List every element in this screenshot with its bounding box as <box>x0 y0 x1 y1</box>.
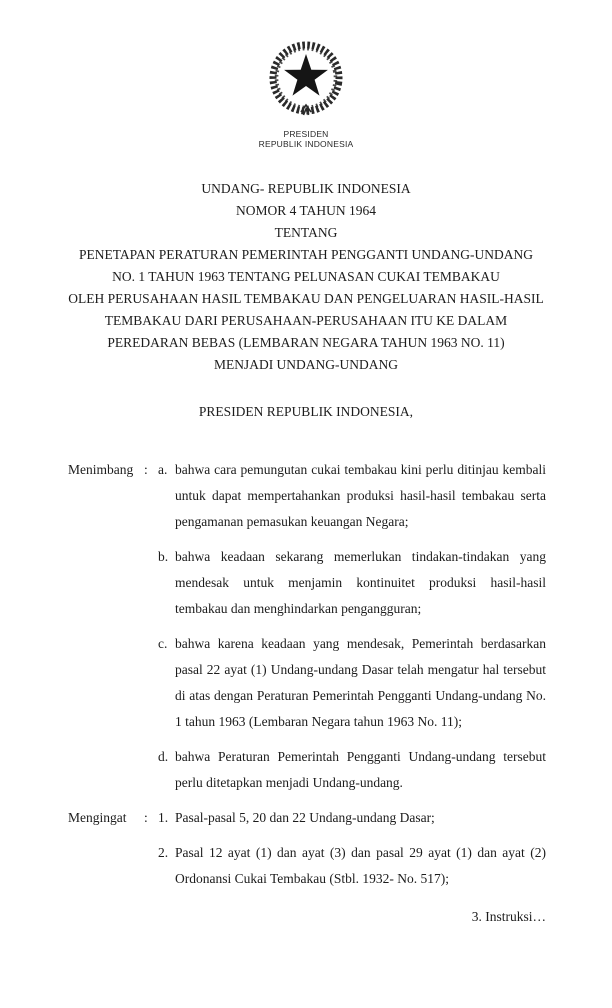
seal-caption-line1: PRESIDEN <box>283 129 329 139</box>
list-item <box>158 805 546 831</box>
item-text: bahwa karena keadaan yang mendesak, Pemerintah berdasarkan pasal 22 ayat (1) Undang-undang Dasar telah mengatur hal tersebut di atas dengan Peraturan Pemerintah Pengganti Undang-undang No. 1 tahun 1963 (Lembaran Negara tahun 1963 No. 11); <box>175 636 546 729</box>
section-menimbang <box>68 457 546 796</box>
section-separator: : <box>144 810 148 825</box>
item-marker: a. <box>158 462 168 477</box>
item-marker: c. <box>158 636 168 651</box>
item-text: bahwa Peraturan Pemerintah Pengganti Undang-undang tersebut perlu ditetapkan menjadi Undang-undang. <box>175 749 546 790</box>
item-marker: b. <box>158 549 169 564</box>
list-item <box>158 544 546 622</box>
list-item <box>158 840 546 892</box>
section-items <box>158 805 546 892</box>
document-title-block <box>0 178 612 376</box>
seal-caption <box>0 129 612 149</box>
section-label: Menimbang <box>68 462 134 477</box>
section-label: Mengingat <box>68 810 127 825</box>
item-marker: d. <box>158 749 169 764</box>
catchword-next-page: 3. Instruksi… <box>471 909 546 924</box>
item-text: bahwa keadaan sekarang memerlukan tindakan-tindakan yang mendesak untuk menjamin kontinuitet produksi hasil-hasil tembakau dan menghindarkan pengangguran; <box>175 549 546 616</box>
title-line: OLEH PERUSAHAAN HASIL TEMBAKAU DAN PENGELUARAN HASIL-HASIL <box>68 291 544 306</box>
title-line: TEMBAKAU DARI PERUSAHAAN-PERUSAHAAN ITU KE DALAM <box>104 313 508 328</box>
title-line: MENJADI UNDANG-UNDANG <box>213 357 399 372</box>
title-line: PEREDARAN BEBAS (LEMBARAN NEGARA TAHUN 1963 NO. 11) <box>107 335 505 350</box>
list-item <box>158 457 546 535</box>
preamble-sections <box>0 457 612 892</box>
item-marker: 1. <box>158 810 169 825</box>
list-item <box>158 631 546 735</box>
salutation-line: PRESIDEN REPUBLIK INDONESIA, <box>198 404 414 419</box>
item-text: Pasal-pasal 5, 20 dan 22 Undang-undang Dasar; <box>175 810 435 825</box>
title-line: UNDANG- REPUBLIK INDONESIA <box>201 181 411 196</box>
list-item <box>158 744 546 796</box>
section-mengingat <box>68 805 546 892</box>
item-text: bahwa cara pemungutan cukai tembakau kini perlu ditinjau kembali untuk dapat mempertahankan produksi hasil-hasil tembakau serta pengamanan pemasukan keuangan Negara; <box>175 462 546 529</box>
item-marker: 2. <box>158 845 169 860</box>
title-line: NO. 1 TAHUN 1963 TENTANG PELUNASAN CUKAI TEMBAKAU <box>112 269 500 284</box>
seal-caption-line2: REPUBLIK INDONESIA <box>258 139 354 149</box>
title-line: TENTANG <box>274 225 338 240</box>
item-text: Pasal 12 ayat (1) dan ayat (3) dan pasal 29 ayat (1) dan ayat (2) Ordonansi Cukai Tembakau (Stbl. 1932- No. 517); <box>175 845 546 886</box>
title-line: NOMOR 4 TAHUN 1964 <box>235 203 377 218</box>
section-separator: : <box>144 462 148 477</box>
presidential-seal <box>0 38 612 149</box>
title-line: PENETAPAN PERATURAN PEMERINTAH PENGGANTI UNDANG-UNDANG <box>78 247 534 262</box>
section-items <box>158 457 546 796</box>
star-wreath-emblem-icon <box>264 38 348 122</box>
